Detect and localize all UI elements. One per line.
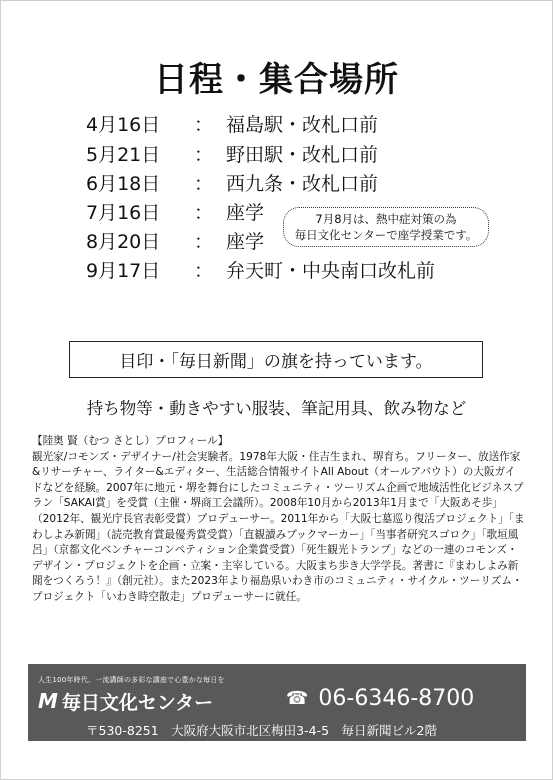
schedule-place: 野田駅・改札口前 <box>226 144 379 166</box>
mainichi-culture-center-logo <box>38 690 213 712</box>
summer-classroom-note <box>283 207 489 247</box>
phone-number[interactable]: 06-6346-8700 <box>318 686 475 711</box>
schedule-place: 福島駅・改札口前 <box>226 114 379 136</box>
schedule-separator: ： <box>194 114 214 136</box>
footer-banner <box>28 664 526 741</box>
schedule-date: 8月20日 <box>86 231 161 253</box>
profile-body: 観光家/コモンズ・デザイナー/社会実験者。1978年大阪・住吉生まれ、堺育ち。フリーター、放送作家&リサーチャー、ライター&エディター、生活総合情報サイトAll About（オールアバウト）の大阪ガイドなどを経験。2007年に地元・堺を舞台にしたコミュニティ・ツーリズム企画で地域活性化ビジネスプラン「SAKAI賞」を受賞（主催・堺商工会議所）。2008年10月から2013年1月まで「大阪あそ歩」（2012年、観光庁長官表彰受賞）プロデューサー。2011年から「大阪七墓巡り復活プロジェクト」「まわしよみ新聞」（読売教育賞最優秀賞受賞）「直観讀みブックマーカー」「当事者研究スゴロク」「歌垣風呂」（京都文化ベンチャーコンペティション企業賞受賞）「死生観光トランプ」などの一連のコモンズ・デザイン・プロジェクトを企画・立案・主宰している。大阪まち歩き大学学長。著書に『まわしよみ新聞をつくろう！』（創元社）。また2023年より福島県いわき市のコミュニティ・サイクル・ツーリズム・プロジェクト「いわき時空散走」プロデューサーに就任。 <box>32 450 525 603</box>
note-line: 毎日文化センターで座学授業です。 <box>294 228 478 242</box>
schedule-date: 9月17日 <box>86 260 161 282</box>
belongings-text: 持ち物等・動きやすい服装、筆記用具、飲み物など <box>86 399 467 418</box>
phone-icon: ☎ <box>286 688 309 709</box>
schedule-place: 座学 <box>226 202 265 224</box>
schedule-separator: ： <box>194 144 214 166</box>
schedule-separator: ： <box>194 173 214 195</box>
schedule-place: 西九条・改札口前 <box>226 173 379 195</box>
landmark-flag-text: 目印・「毎日新聞」の旗を持っています。 <box>119 352 433 372</box>
address: 〒530-8251 大阪府大阪市北区梅田3-4-5 毎日新聞ビル2階 <box>86 723 438 738</box>
schedule-place: 弁天町・中央南口改札前 <box>226 260 436 282</box>
schedule-separator: ： <box>194 202 214 224</box>
schedule-separator: ： <box>194 260 214 282</box>
schedule-place: 座学 <box>226 231 265 253</box>
phone-contact <box>286 686 474 711</box>
footer-tagline: 人生100年時代、一流講師の多彩な講座で心豊かな毎日を <box>38 676 225 684</box>
logo-name: 毎日文化センター <box>61 691 214 714</box>
note-line: 7月8月は、熱中症対策の為 <box>315 212 457 226</box>
landmark-flag-notice <box>69 341 483 378</box>
schedule-date: 7月16日 <box>86 202 161 224</box>
profile-heading: 【陸奥 賢（むつ さとし）プロフィール】 <box>32 435 229 447</box>
logo-mark: M <box>38 689 58 713</box>
page-title: 日程・集合場所 <box>154 60 399 100</box>
schedule-date: 5月21日 <box>86 144 161 166</box>
instructor-profile <box>32 434 526 606</box>
schedule-date: 4月16日 <box>86 114 161 136</box>
schedule-date: 6月18日 <box>86 173 161 195</box>
schedule-separator: ： <box>194 231 214 253</box>
